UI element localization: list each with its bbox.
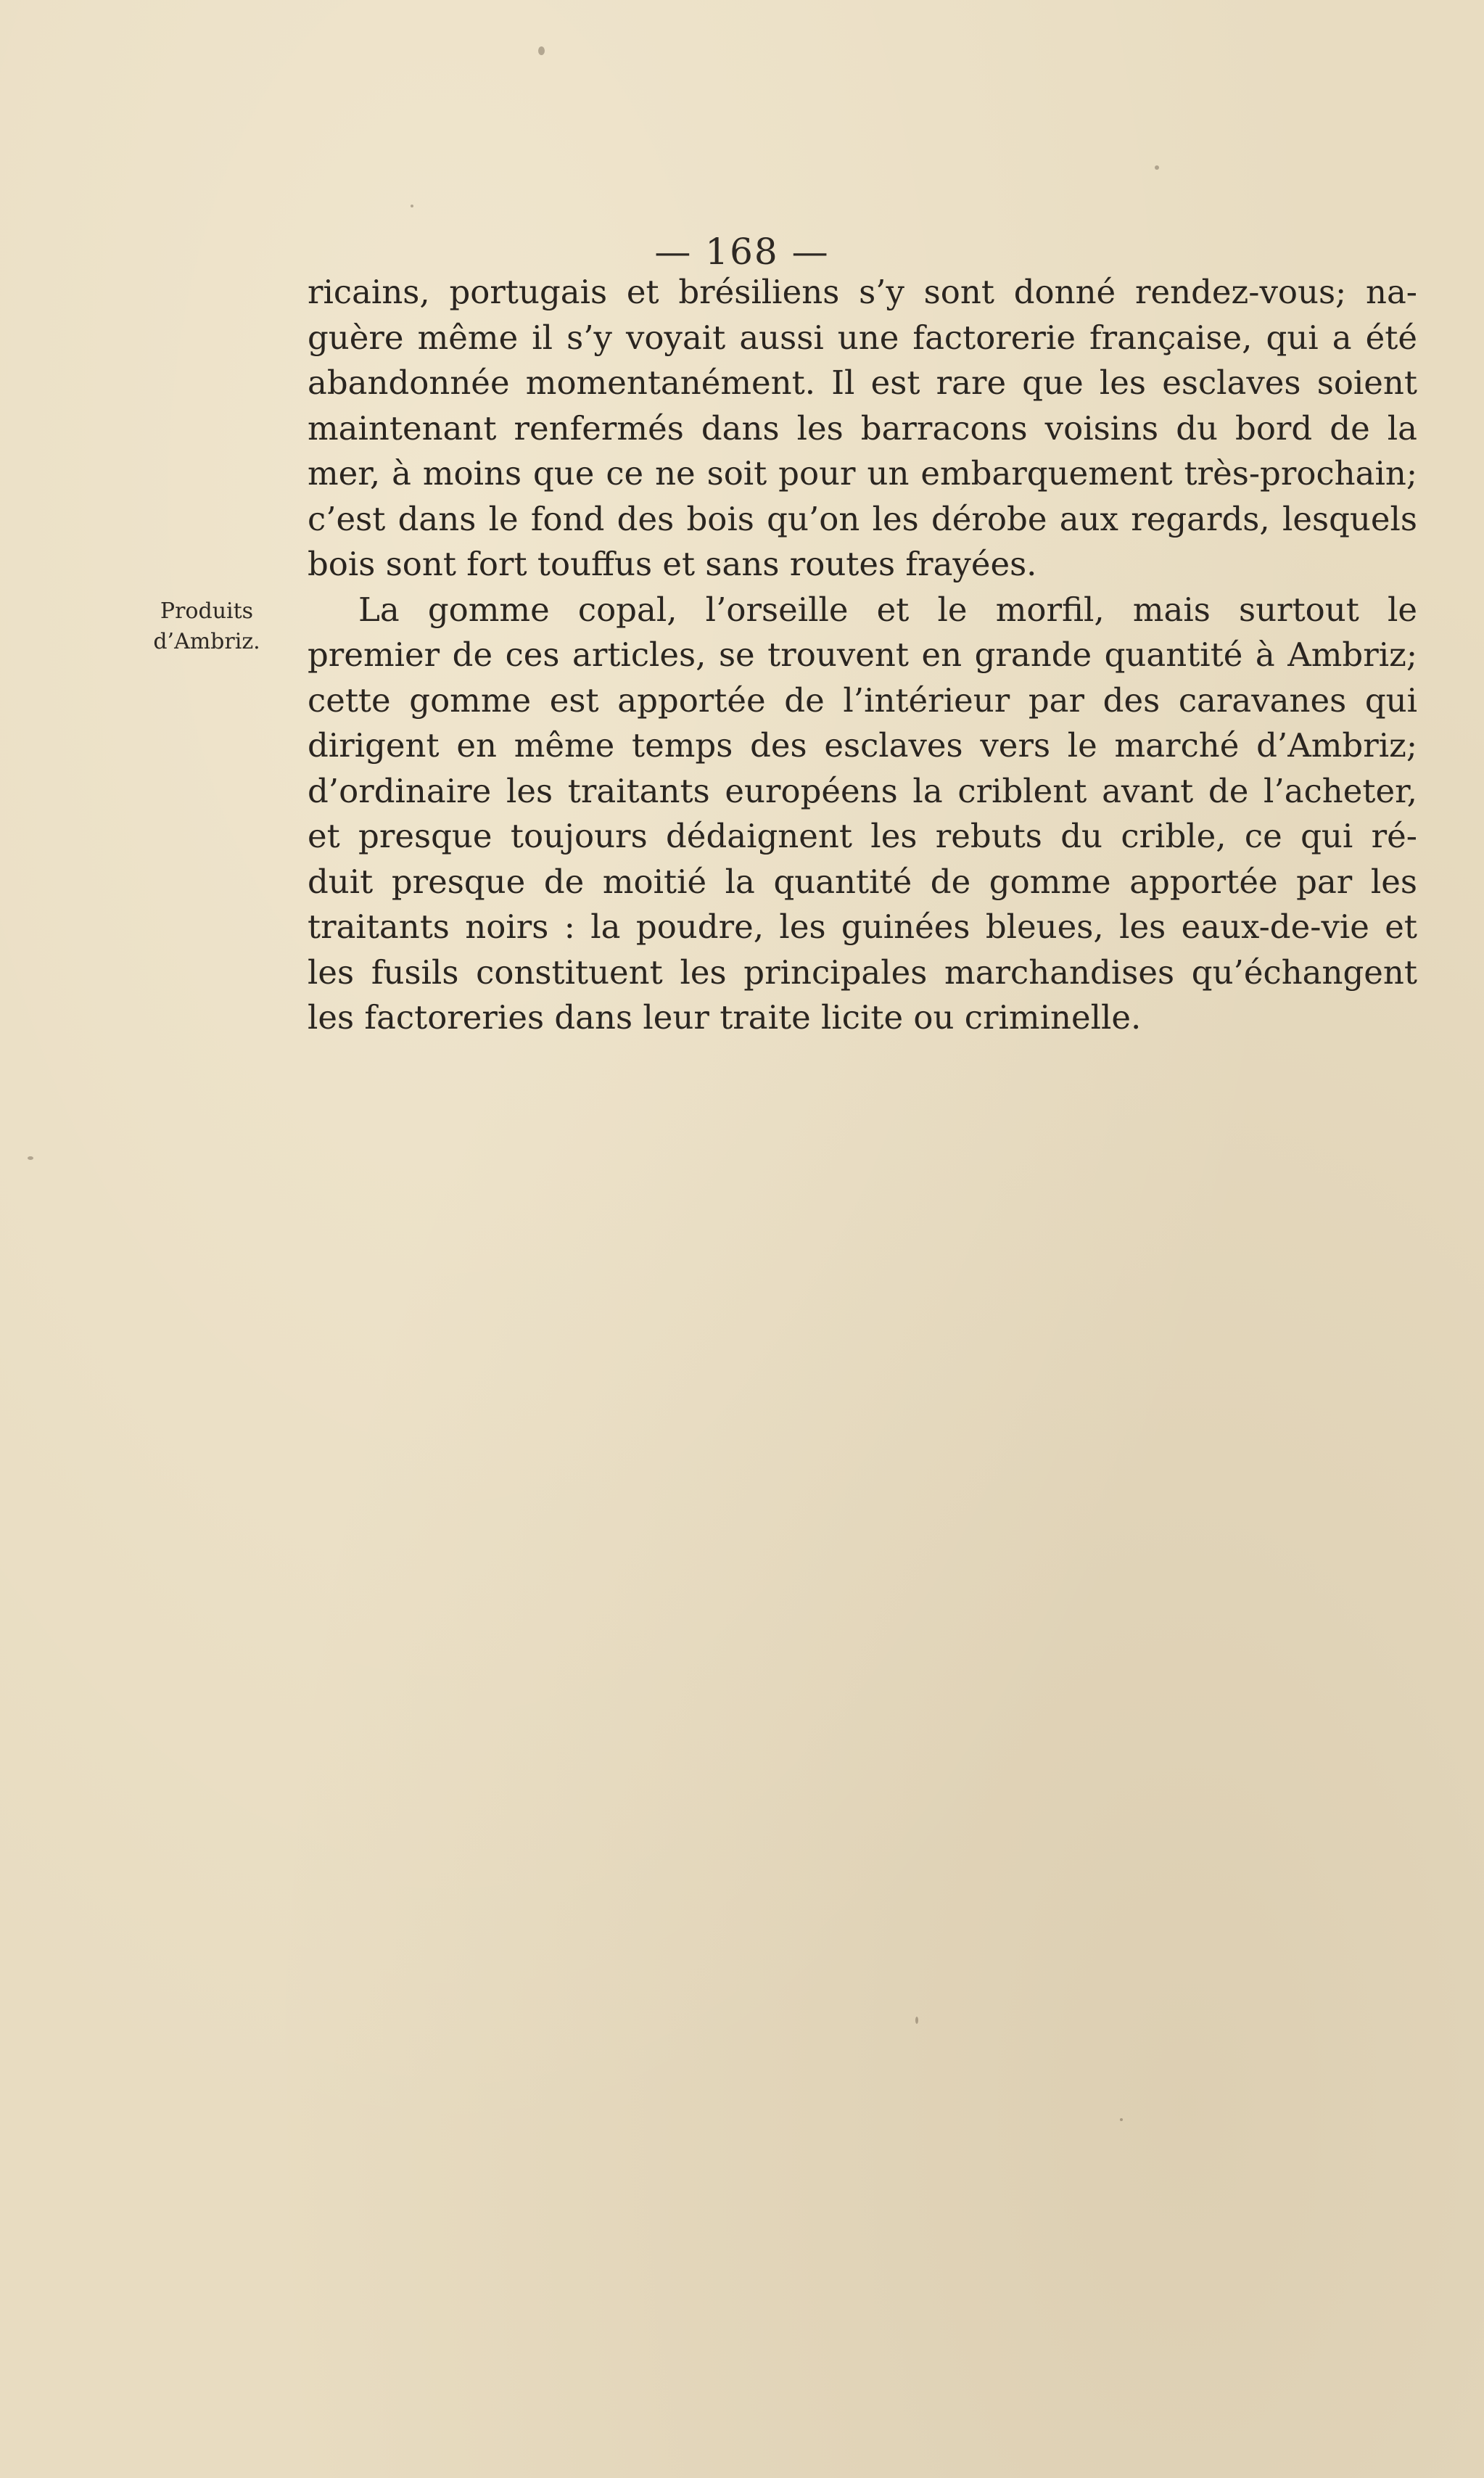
text-line: cette gomme est apportée de l’intérieur par des caravanes qui: [308, 680, 1417, 720]
text-line: mer, à moins que ce ne soit pour un embarquement très-prochain;: [308, 454, 1417, 493]
text-line: traitants noirs : la poudre, les guinées bleues, les eaux-de-vie et: [308, 907, 1417, 946]
text-line: guère même il s’y voyait aussi une factorerie française, qui a été: [308, 318, 1417, 357]
paper-speck: [915, 2017, 918, 2024]
paper-speck: [411, 205, 413, 207]
text-line: les factoreries dans leur traite licite ou criminelle.: [308, 998, 1142, 1037]
text-line: abandonnée momentanément. Il est rare que les esclaves soient: [308, 363, 1417, 402]
text-line: premier de ces articles, se trouvent en grande quantité à Ambriz;: [308, 635, 1417, 674]
paper-speck: [28, 1156, 33, 1160]
text-line: bois sont fort touffus et sans routes frayées.: [308, 545, 1037, 583]
text-line: dirigent en même temps des esclaves vers le marché d’Ambriz;: [308, 726, 1417, 765]
text-line: d’ordinaire les traitants européens la criblent avant de l’acheter,: [308, 771, 1417, 810]
text-line: c’est dans le fond des bois qu’on les dérobe aux regards, lesquels: [308, 499, 1417, 538]
paper-speck: [538, 46, 545, 55]
text-line: les fusils constituent les principales marchandises qu’échangent: [308, 952, 1417, 992]
body-text: [308, 270, 1417, 1041]
text-line: duit presque de moitié la quantité de gomme apportée par les: [308, 862, 1417, 901]
paper-speck: [1120, 2118, 1123, 2121]
text-line: La gomme copal, l’orseille et le morfil, mais surtout le: [358, 590, 1417, 629]
text-line: ricains, portugais et brésiliens s’y sont donné rendez-vous; na-: [308, 273, 1417, 311]
text-line: et presque toujours dédaignent les rebuts du crible, ce qui ré-: [308, 817, 1417, 855]
margin-note: [138, 596, 276, 657]
text-line: maintenant renfermés dans les barracons voisins du bord de la: [308, 408, 1417, 448]
paper-speck: [1155, 165, 1159, 170]
margin-note-line: Produits: [160, 598, 254, 624]
margin-note-line: d’Ambriz.: [153, 629, 260, 654]
page-number: — 168 —: [654, 231, 830, 273]
